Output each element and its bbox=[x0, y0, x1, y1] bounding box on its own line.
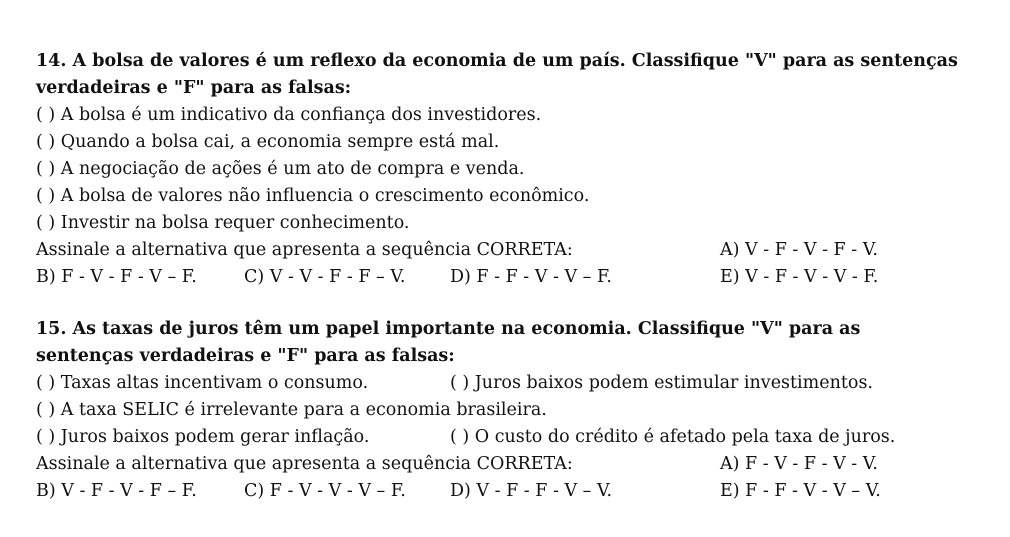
option-a: A) F - V - F - V - V. bbox=[720, 454, 878, 474]
statement-item: ( ) Juros baixos podem gerar inflação. bbox=[36, 427, 370, 447]
statement-item: ( ) Juros baixos podem estimular investimentos. bbox=[450, 373, 873, 393]
statement-item: ( ) O custo do crédito é afetado pela taxa de juros. bbox=[450, 427, 896, 447]
question-title-continued: sentenças verdadeiras e "F" para as falsas: bbox=[36, 346, 455, 366]
option-e: E) V - F - V - V - F. bbox=[720, 267, 879, 287]
statement-item: ( ) A negociação de ações é um ato de compra e venda. bbox=[36, 159, 525, 179]
option-d: D) V - F - F - V – V. bbox=[450, 481, 613, 501]
option-a: A) V - F - V - F - V. bbox=[720, 240, 878, 260]
statement-item: ( ) A bolsa de valores não influencia o crescimento econômico. bbox=[36, 186, 590, 206]
statement-item: ( ) A taxa SELIC é irrelevante para a economia brasileira. bbox=[36, 400, 547, 420]
answer-prompt: Assinale a alternativa que apresenta a sequência CORRETA: bbox=[36, 454, 573, 474]
option-c: C) V - V - F - F – V. bbox=[244, 267, 406, 287]
answer-prompt: Assinale a alternativa que apresenta a sequência CORRETA: bbox=[36, 240, 573, 260]
option-e: E) F - F - V - V – V. bbox=[720, 481, 881, 501]
question-title: 15. As taxas de juros têm um papel importante na economia. Classifique "V" para as bbox=[36, 319, 861, 339]
option-c: C) F - V - V - V – F. bbox=[244, 481, 406, 501]
statement-item: ( ) Taxas altas incentivam o consumo. bbox=[36, 373, 369, 393]
option-b: B) V - F - V - F – F. bbox=[36, 481, 197, 501]
option-b: B) F - V - F - V – F. bbox=[36, 267, 197, 287]
question-title-continued: verdadeiras e "F" para as falsas: bbox=[36, 78, 352, 98]
statement-item: ( ) Investir na bolsa requer conhecimento. bbox=[36, 213, 410, 233]
option-d: D) F - F - V - V – F. bbox=[450, 267, 612, 287]
question-title: 14. A bolsa de valores é um reflexo da economia de um país. Classifique "V" para as sentenças bbox=[36, 51, 958, 71]
statement-item: ( ) A bolsa é um indicativo da confiança dos investidores. bbox=[36, 105, 542, 125]
statement-item: ( ) Quando a bolsa cai, a economia sempre está mal. bbox=[36, 132, 500, 152]
